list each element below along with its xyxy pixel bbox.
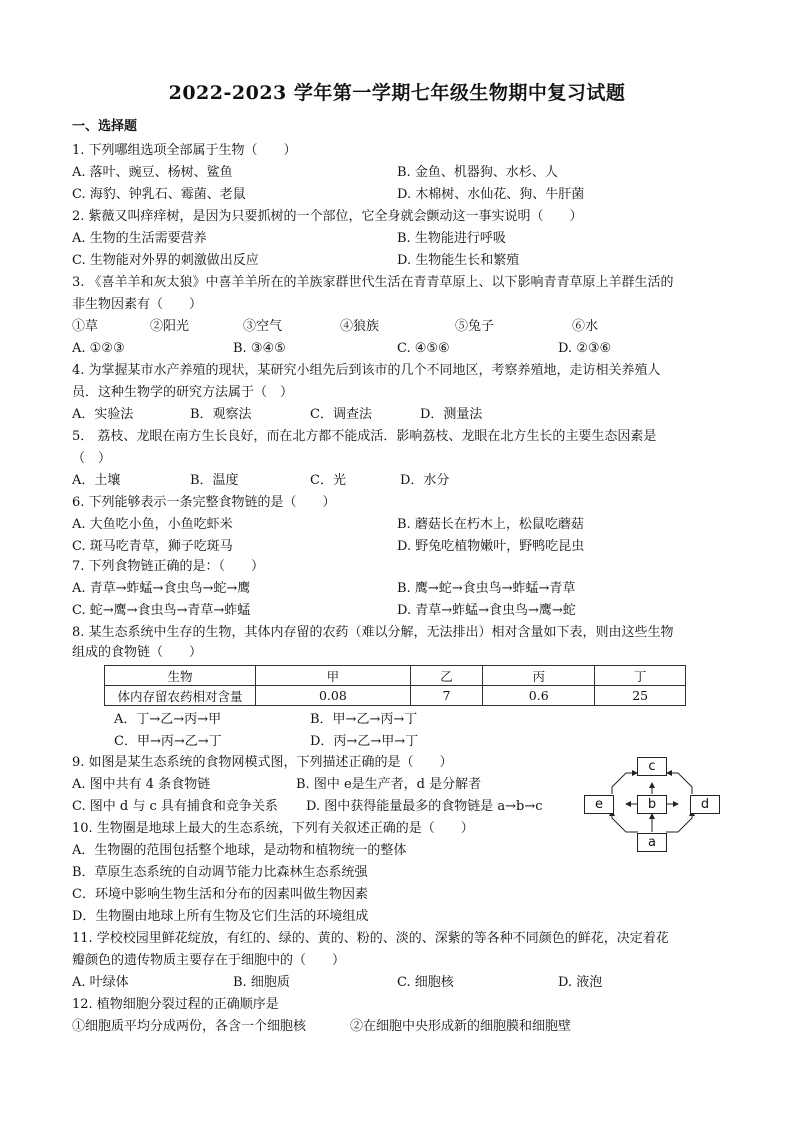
q6-option-d: D. 野兔吃植物嫩叶，野鸭吃昆虫 — [397, 539, 585, 554]
q5-option-a: A．土壤 — [72, 473, 121, 488]
q4-option-a: A．实验法 — [72, 407, 134, 422]
question-10: 10. 生物圈是地球上最大的生态系统，下列有关叙述正确的是（ ） — [72, 821, 474, 836]
q8-option-a: A．丁→乙→丙→甲 — [114, 712, 222, 727]
q1-option-d: D. 木棉树、水仙花、狗、牛肝菌 — [397, 187, 585, 202]
question-1: 1. 下列哪组选项全部属于生物（ ） — [72, 143, 297, 158]
q3-option-b: B. ③④⑤ — [233, 341, 286, 356]
q3-item-2: ②阳光 — [150, 319, 190, 334]
table-header-cell: 生物 — [105, 666, 256, 686]
question-3-cont: 非生物因素有（ ） — [72, 297, 203, 312]
question-4: 4. 为掌握某市水产养殖的现状，某研究小组先后到该市的几个不同地区，考察养殖地，走访相关养殖人 — [72, 363, 661, 378]
q6-option-a: A. 大鱼吃小鱼，小鱼吃虾米 — [72, 517, 233, 532]
table-row — [105, 686, 686, 706]
q7-option-c: C. 蛇→鹰→食虫鸟→青草→蚱蜢 — [72, 603, 251, 618]
node-b: b — [637, 795, 667, 814]
q10-option-d: D．生物圈由地球上所有生物及它们生活的环境组成 — [72, 909, 369, 924]
q3-option-c: C. ④⑤⑥ — [397, 341, 450, 356]
q3-option-a: A. ①②③ — [72, 341, 125, 356]
question-9: 9. 如图是某生态系统的食物网模式图，下列描述正确的是（ ） — [72, 755, 453, 770]
q11-option-c: C. 细胞核 — [397, 975, 454, 990]
q11-option-a: A. 叶绿体 — [72, 975, 129, 990]
node-d: d — [690, 795, 720, 814]
table-cell: 0.08 — [256, 686, 411, 706]
node-c: c — [637, 757, 667, 776]
table-header-cell: 丙 — [483, 666, 595, 686]
q7-option-a: A. 青草→蚱蜢→食虫鸟→蛇→鹰 — [72, 581, 251, 596]
q3-item-4: ④狼族 — [340, 319, 380, 334]
question-2: 2. 紫薇又叫痒痒树，是因为只要抓树的一个部位，它全身就会颤动这一事实说明（ ） — [72, 209, 583, 224]
section-heading: 一、选择题 — [72, 119, 138, 134]
question-4-cont: 员．这种生物学的研究方法属于（ ） — [72, 385, 294, 400]
table-cell: 7 — [410, 686, 483, 706]
table-cell: 25 — [595, 686, 686, 706]
question-5-cont: （ ） — [72, 451, 112, 466]
q5-option-d: D．水分 — [400, 473, 450, 488]
q3-item-3: ③空气 — [243, 319, 283, 334]
pesticide-table — [104, 665, 686, 706]
node-a: a — [637, 833, 667, 852]
q2-option-b: B. 生物能进行呼吸 — [397, 231, 506, 246]
q10-option-b: B．草原生态系统的自动调节能力比森林生态系统强 — [72, 865, 368, 880]
question-5: 5． 荔枝、龙眼在南方生长良好，而在北方都不能成活．影响荔枝、龙眼在北方生长的主要生态因素是 — [72, 429, 657, 444]
q6-option-b: B. 蘑菇长在朽木上，松鼠吃蘑菇 — [397, 517, 584, 532]
q3-item-6: ⑥水 — [572, 319, 599, 334]
food-web-diagram — [582, 754, 722, 854]
table-cell: 体内存留农药相对含量 — [105, 686, 256, 706]
question-7: 7. 下列食物链正确的是：（ ） — [72, 559, 265, 574]
q4-option-d: D．测量法 — [420, 407, 483, 422]
q3-option-d: D. ②③⑥ — [558, 341, 612, 356]
q11-option-d: D. 液泡 — [558, 975, 603, 990]
q8-option-d: D．丙→乙→甲→丁 — [310, 734, 419, 749]
q7-option-d: D. 青草→蚱蜢→食虫鸟→鹰→蛇 — [397, 603, 576, 618]
table-header-cell: 甲 — [256, 666, 411, 686]
question-8: 8. 某生态系统中生存的生物，其体内存留的农药（难以分解，无法排出）相对含量如下表，则由这些生物 — [72, 625, 674, 640]
question-8-cont: 组成的食物链（ ） — [72, 645, 203, 660]
q8-option-b: B．甲→乙→丙→丁 — [310, 712, 418, 727]
question-3: 3. 《喜羊羊和灰太狼》中喜羊羊所在的羊族家群世代生活在青青草原上、以下影响青青草原上羊群生活的 — [72, 275, 674, 290]
exam-title: 2022-2023 学年第一学期七年级生物期中复习试题 — [168, 82, 626, 104]
q2-option-a: A. 生物的生活需要营养 — [72, 231, 207, 246]
node-e: e — [584, 795, 614, 814]
q8-option-c: C．甲→丙→乙→丁 — [114, 734, 222, 749]
q9-option-b: B. 图中 e是生产者，d 是分解者 — [296, 777, 482, 792]
q2-option-c: C. 生物能对外界的刺激做出反应 — [72, 253, 259, 268]
q11-option-b: B. 细胞质 — [233, 975, 290, 990]
q2-option-d: D. 生物能生长和繁殖 — [397, 253, 520, 268]
q10-option-a: A．生物圈的范围包括整个地球，是动物和植物统一的整体 — [72, 843, 407, 858]
q5-option-c: C．光 — [310, 473, 346, 488]
q12-step-1: ①细胞质平均分成两份，各含一个细胞核 — [72, 1019, 307, 1034]
table-cell: 0.6 — [483, 686, 595, 706]
q9-option-a: A. 图中共有 4 条食物链 — [72, 777, 211, 792]
q10-option-c: C．环境中影响生物生活和分布的因素叫做生物因素 — [72, 887, 368, 902]
table-header-cell: 乙 — [410, 666, 483, 686]
q9-option-c: C. 图中 d 与 c 具有捕食和竞争关系 — [72, 799, 278, 814]
q3-item-1: ①草 — [72, 319, 99, 334]
q6-option-c: C. 斑马吃青草，狮子吃斑马 — [72, 539, 233, 554]
question-6: 6. 下列能够表示一条完整食物链的是（ ） — [72, 495, 336, 510]
q4-option-b: B．观察法 — [190, 407, 252, 422]
q3-item-5: ⑤兔子 — [455, 319, 495, 334]
q4-option-c: C．调查法 — [310, 407, 372, 422]
q5-option-b: B．温度 — [190, 473, 239, 488]
q1-option-b: B. 金鱼、机器狗、水杉、人 — [397, 165, 558, 180]
q1-option-a: A. 落叶、豌豆、杨树、鲨鱼 — [72, 165, 233, 180]
table-header-cell: 丁 — [595, 666, 686, 686]
q12-step-2: ②在细胞中央形成新的细胞膜和细胞壁 — [350, 1019, 572, 1034]
question-12: 12. 植物细胞分裂过程的正确顺序是 — [72, 997, 279, 1012]
q9-option-d: D. 图中获得能量最多的食物链是 a→b→c — [306, 799, 543, 814]
question-11-cont: 瓣颜色的遗传物质主要存在于细胞中的（ ） — [72, 953, 346, 968]
q7-option-b: B. 鹰→蛇→食虫鸟→蚱蜢→青草 — [397, 581, 576, 596]
question-11: 11. 学校校园里鲜花绽放，有红的、绿的、黄的、粉的、淡的、深紫的等各种不同颜色的鲜花，决定着花 — [72, 931, 669, 946]
q1-option-c: C. 海豹、钟乳石、霉菌、老鼠 — [72, 187, 246, 202]
table-header-row — [105, 666, 686, 686]
